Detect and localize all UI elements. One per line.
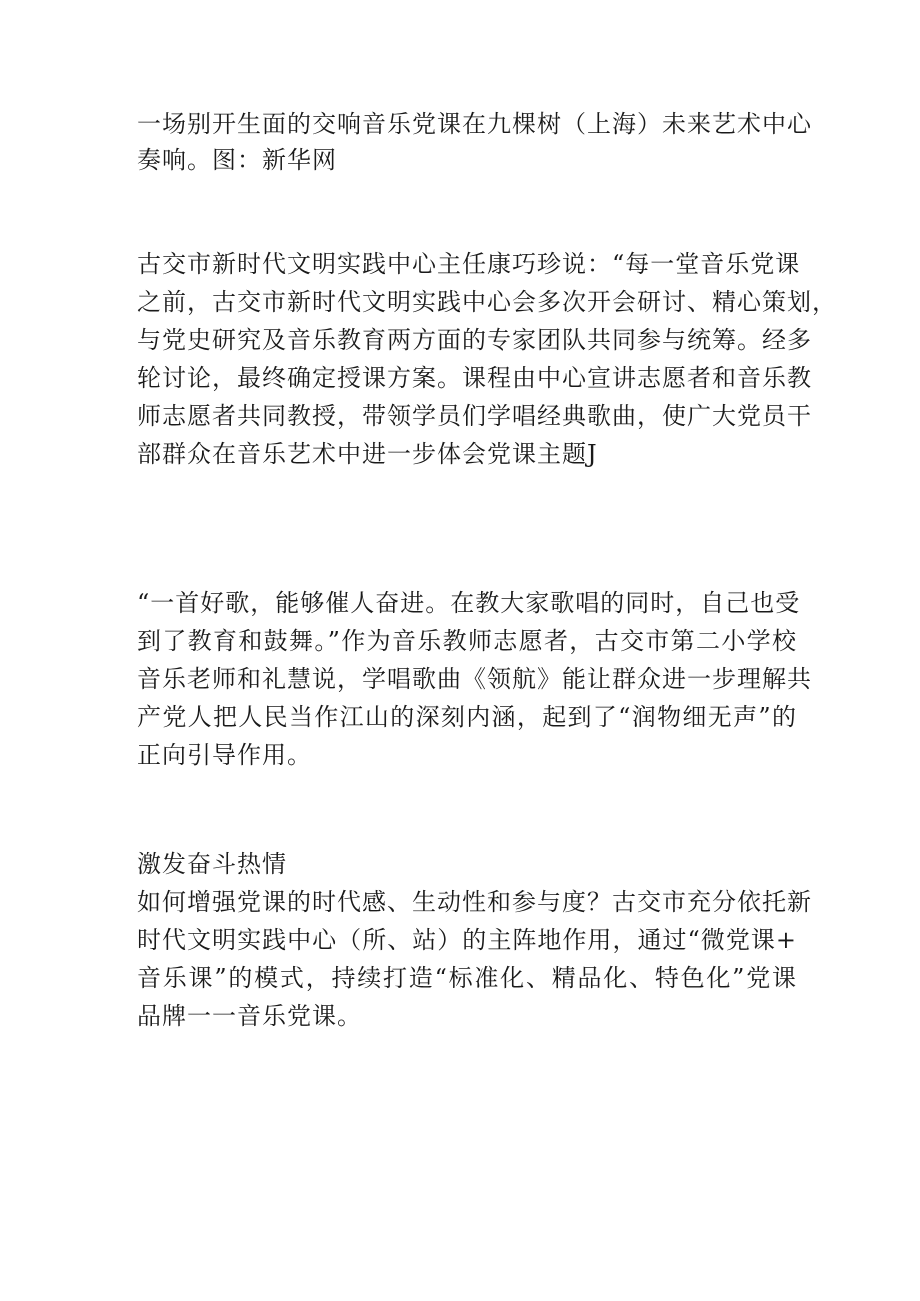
paragraph-line: 品牌一一音乐党课。: [137, 1002, 362, 1030]
paragraph-line: “一首好歌，能够催人奋进。在教大家歌唱的同时，自己也受: [137, 589, 801, 617]
paragraph-line: 到了教育和鼓舞。”作为音乐教师志愿者，古交市第二小学校: [137, 627, 797, 655]
paragraph-quote-director: [137, 245, 837, 473]
paragraph-line: 产党人把人民当作江山的深刻内涵，起到了“润物细无声”的: [137, 703, 797, 731]
caption-line: 一场别开生面的交响音乐党课在九棵树（上海）未来艺术中心: [137, 110, 812, 138]
paragraph-line: 正向引导作用。: [137, 741, 312, 769]
photo-caption: [137, 106, 812, 178]
paragraph-music-course: [137, 883, 812, 1035]
caption-line: 奏响。图：新华网: [137, 146, 337, 174]
section-heading-text: 激发奋斗热情: [137, 850, 287, 878]
paragraph-line: 古交市新时代文明实践中心主任康巧珍说：“每一堂音乐党课: [137, 250, 801, 278]
paragraph-line: 音乐课”的模式，持续打造“标准化、精品化、特色化”党课: [137, 964, 797, 992]
paragraph-line: 音乐老师和礼慧说，学唱歌曲《领航》能让群众进一步理解共: [137, 665, 812, 693]
paragraph-line: 轮讨论，最终确定授课方案。课程由中心宣讲志愿者和音乐教: [137, 364, 812, 392]
paragraph-line: 时代文明实践中心（所、站）的主阵地作用，通过“微党课+: [137, 926, 797, 954]
paragraph-line: 师志愿者共同教授，带领学员们学唱经典歌曲，使广大党员干: [137, 402, 812, 430]
section-heading: [137, 845, 797, 883]
paragraph-line: 部群众在音乐艺术中进一步体会党课主题J: [137, 440, 598, 468]
paragraph-line: 之前，古交市新时代文明实践中心会多次开会研讨、精心策划，: [137, 288, 837, 316]
paragraph-quote-teacher: [137, 584, 812, 774]
paragraph-line: 与党史研究及音乐教育两方面的专家团队共同参与统筹。经多: [137, 326, 812, 354]
paragraph-line: 如何增强党课的时代感、生动性和参与度？古交市充分依托新: [137, 888, 812, 916]
